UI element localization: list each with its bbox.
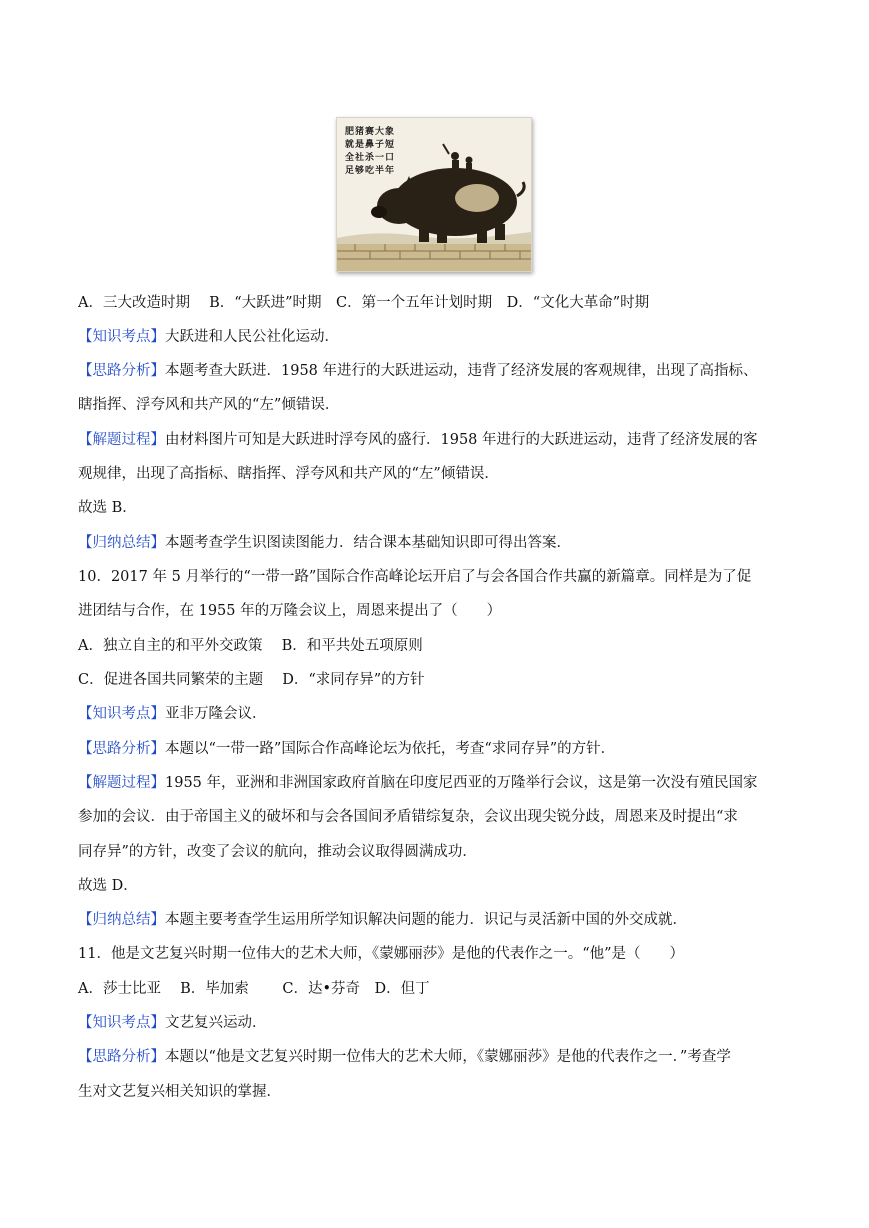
- q11-analysis-line1: 本题以“他是文艺复兴时期一位伟大的艺术大师，《蒙娜丽莎》是他的代表作之一．”考查学: [165, 1049, 731, 1065]
- q11-knowledge-text: 文艺复兴运动．: [165, 1015, 267, 1031]
- q11-analysis-tag: 【思路分析】: [78, 1049, 165, 1065]
- q10-answer: 故选 D．: [78, 878, 138, 894]
- q9-process-tag: 【解题过程】: [78, 432, 165, 448]
- q10-stem-line1: 10．2017 年 5 月举行的“一带一路”国际合作高峰论坛开启了与会各国合作共赢的新篇章。同样是为了促: [78, 569, 752, 585]
- q9-summary-tag: 【归纳总结】: [78, 535, 165, 551]
- q10-analysis-text: 本题以“一带一路”国际合作高峰论坛为依托，考查“求同存异”的方针．: [165, 741, 616, 757]
- q10-knowledge-text: 亚非万隆会议．: [165, 706, 267, 722]
- figure-caption: 肥猪赛大象 就是鼻子短 全社杀一口 足够吃半年: [345, 127, 396, 176]
- q10-process-line2: 参加的会议．由于帝国主义的破坏和与会各国间矛盾错综复杂，会议出现尖锐分歧，周恩来及时提出“求: [78, 809, 738, 825]
- q10-analysis: [78, 739, 615, 759]
- q10-summary-tag: 【归纳总结】: [78, 912, 165, 928]
- q10-summary: [78, 910, 687, 930]
- q9-options: A．三大改造时期 B．“大跃进”时期 C．第一个五年计划时期 D．“文化大革命”时期: [78, 295, 650, 311]
- q10-process-line1: 1955 年，亚洲和非洲国家政府首脑在印度尼西亚的万隆举行会议，这是第一次没有殖民国家: [165, 775, 758, 791]
- q9-process-line1: 由材料图片可知是大跃进时浮夸风的盛行．1958 年进行的大跃进运动，违背了经济发展的客: [165, 432, 758, 448]
- propaganda-figure: [336, 117, 532, 272]
- q9-analysis-line2: 瞎指挥、浮夸风和共产风的“左”倾错误．: [78, 397, 340, 413]
- q9-knowledge-tag: 【知识考点】: [78, 329, 165, 345]
- q10-process-line3: 同存异”的方针，改变了会议的航向，推动会议取得圆满成功．: [78, 844, 477, 860]
- q11-analysis: [78, 1047, 731, 1067]
- q10-stem-line2: 进团结与合作，在 1955 年的万隆会议上，周恩来提出了（ ）: [78, 603, 502, 619]
- q10-knowledge-tag: 【知识考点】: [78, 706, 165, 722]
- q10-options-line2: C．促进各国共同繁荣的主题 D．“求同存异”的方针: [78, 672, 425, 688]
- q9-knowledge-text: 大跃进和人民公社化运动．: [165, 329, 339, 345]
- q9-process-line2: 观规律，出现了高指标、瞎指挥、浮夸风和共产风的“左”倾错误．: [78, 466, 499, 482]
- q9-answer: 故选 B．: [78, 500, 137, 516]
- q9-analysis: [78, 361, 758, 381]
- q9-process: [78, 430, 758, 450]
- q9-summary-text: 本题考查学生识图读图能力．结合课本基础知识即可得出答案．: [165, 535, 571, 551]
- q11-knowledge: [78, 1013, 267, 1033]
- q11-options: A．莎士比亚 B．毕加索 C．达•芬奇 D．但丁: [78, 981, 430, 997]
- q10-process-tag: 【解题过程】: [78, 775, 165, 791]
- q10-knowledge: [78, 704, 267, 724]
- q10-process: [78, 773, 758, 793]
- q11-stem: 11．他是文艺复兴时期一位伟大的艺术大师，《蒙娜丽莎》是他的代表作之一。“他”是（ ）: [78, 946, 685, 962]
- q9-analysis-line1: 本题考查大跃进．1958 年进行的大跃进运动，违背了经济发展的客观规律，出现了高指标、: [165, 363, 758, 379]
- q9-knowledge: [78, 327, 339, 347]
- q10-options-line1: A．独立自主的和平外交政策 B．和平共处五项原则: [78, 638, 423, 654]
- q10-summary-text: 本题主要考查学生运用所学知识解决问题的能力．识记与灵活新中国的外交成就．: [165, 912, 687, 928]
- q9-summary: [78, 533, 571, 553]
- q10-analysis-tag: 【思路分析】: [78, 741, 165, 757]
- q9-analysis-tag: 【思路分析】: [78, 363, 165, 379]
- q11-analysis-line2: 生对文艺复兴相关知识的掌握．: [78, 1084, 281, 1100]
- q11-knowledge-tag: 【知识考点】: [78, 1015, 165, 1031]
